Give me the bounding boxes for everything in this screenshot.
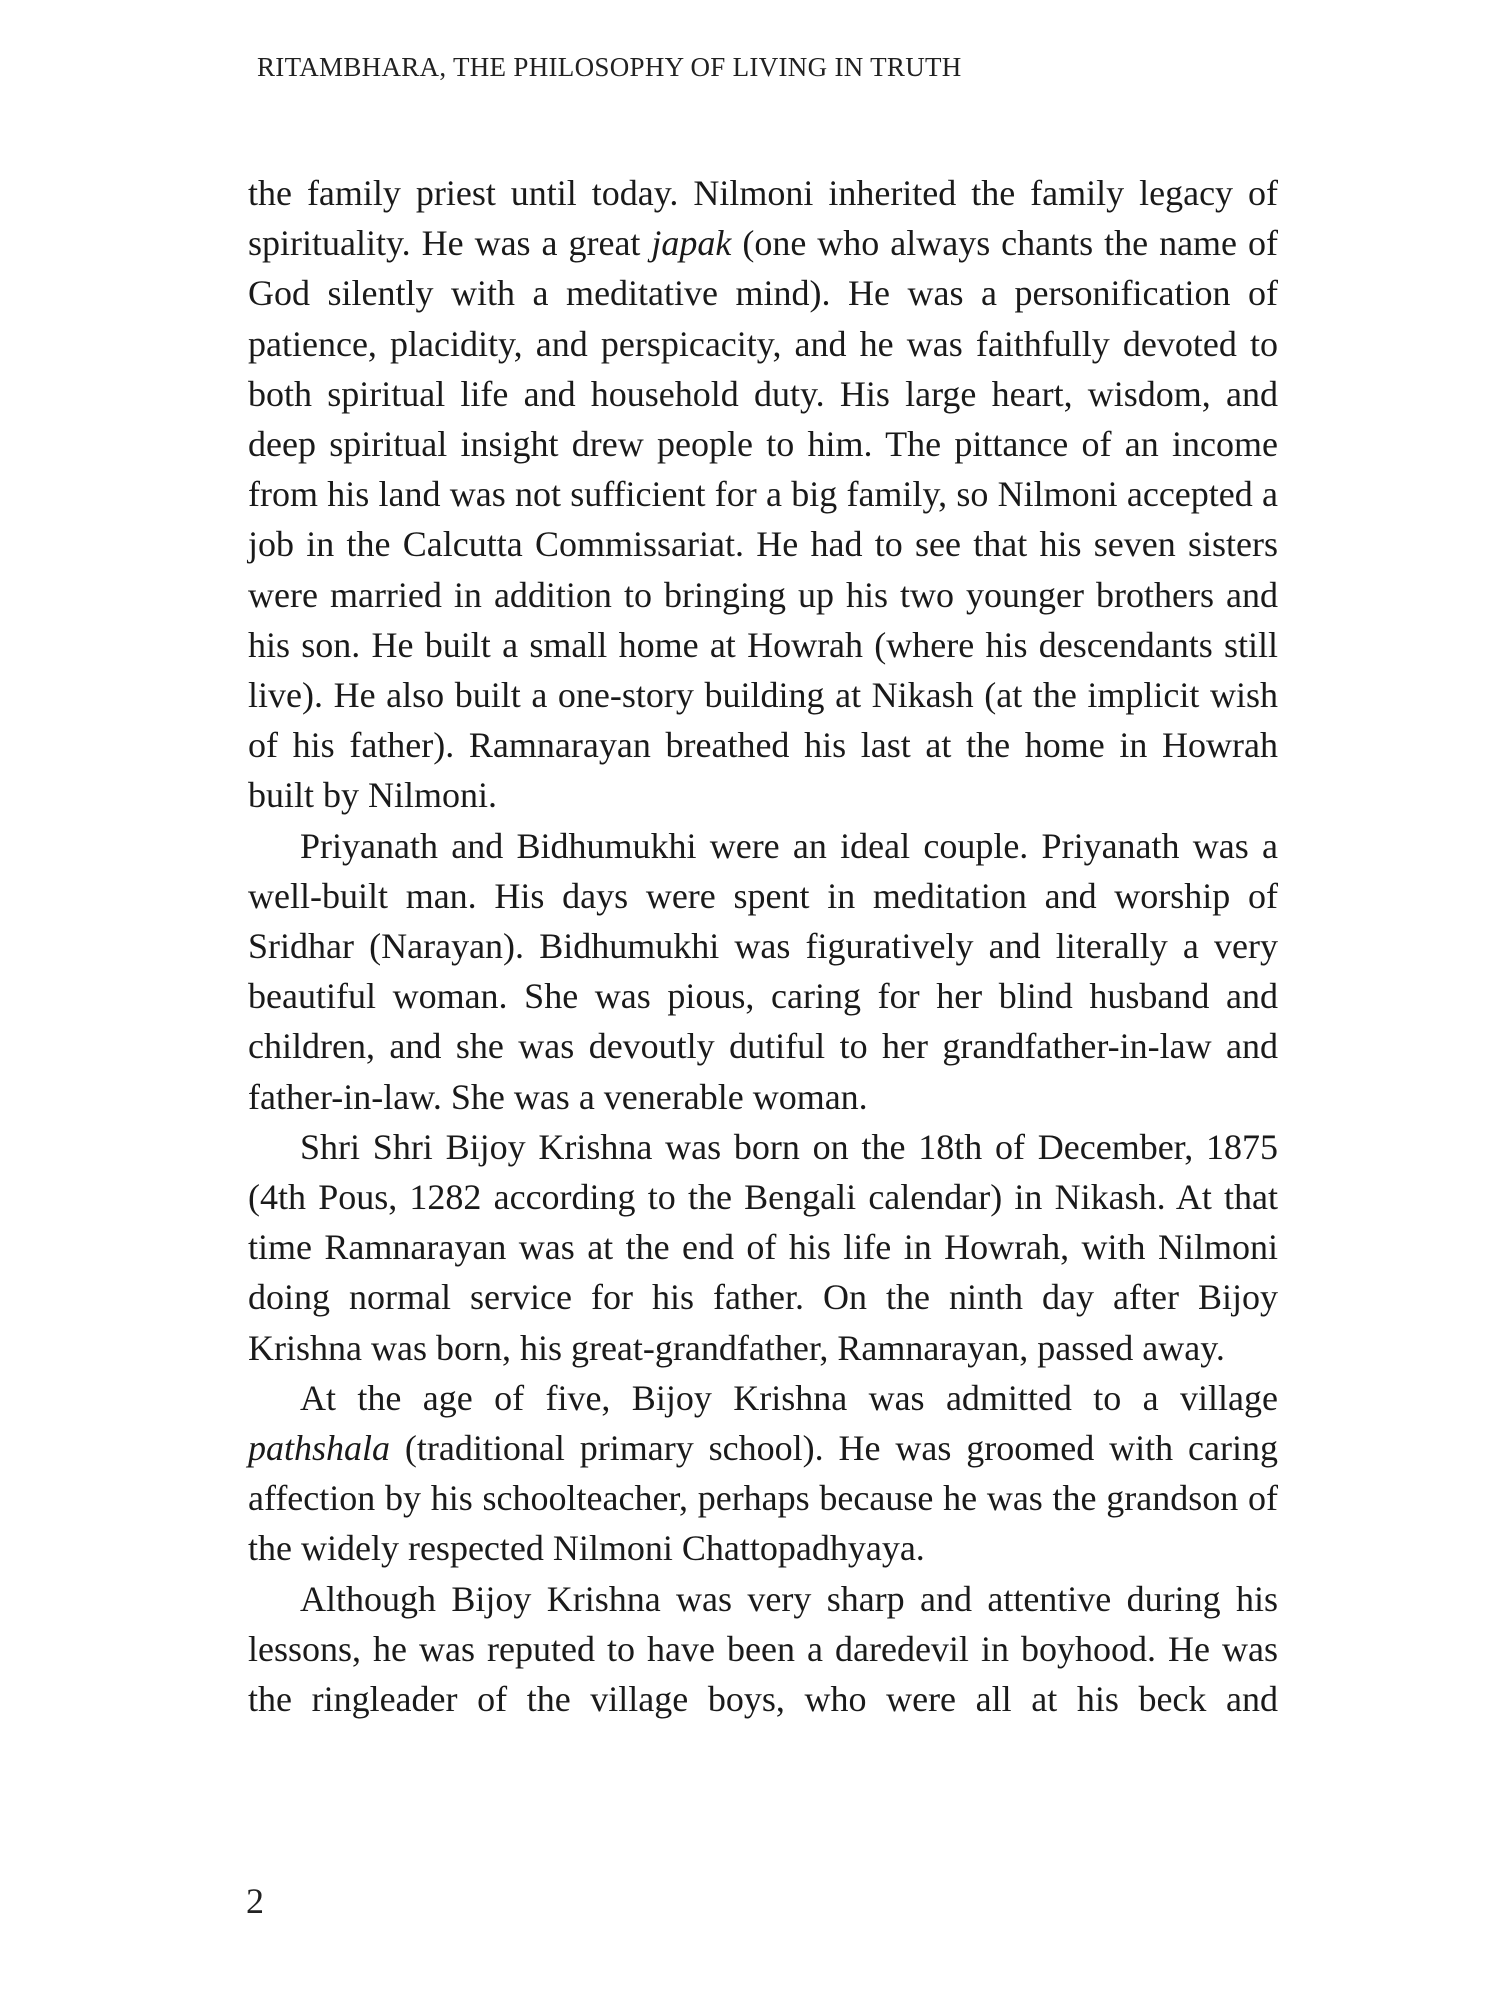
- paragraph-4: [248, 1373, 1278, 1574]
- paragraph-4-italic-term: pathshala: [248, 1428, 391, 1469]
- paragraph-1-text-b: (one who always chants the name of God silently with a meditative mind). He was a personification of patience, placidity, and perspicacity, and he was faithfully devoted to both spiritual life and household duty. His large heart, wisdom, and deep spiritual insight drew people to him. The pittance of an income from his land was not sufficient for a big family, so Nilmoni accepted a job in the Calcutta Commissariat. He had to see that his seven sisters were married in addition to bringing up his two younger brothers and his son. He built a small home at Howrah (where his descendants still live). He also built a one-story building at Nikash (at the implicit wish of his father). Ramnarayan breathed his last at the home in Howrah built by Nilmoni.: [248, 223, 1278, 816]
- paragraph-1-italic-term: japak: [651, 223, 732, 264]
- paragraph-1: [248, 168, 1278, 821]
- paragraph-4-text-a: At the age of five, Bijoy Krishna was admitted to a village: [300, 1377, 1278, 1418]
- running-head-title: RITAMBHARA, THE PHILOSOPHY OF LIVING IN TRUTH: [257, 52, 962, 82]
- paragraph-5: Although Bijoy Krishna was very sharp and attentive during his lessons, he was reputed to have been a daredevil in boyhood. He was the ringleader of the village boys, who were all at his beck and: [248, 1578, 1278, 1720]
- paragraph-3: Shri Shri Bijoy Krishna was born on the 18th of December, 1875 (4th Pous, 1282 according to the Bengali calendar) in Nikash. At that time Ramnarayan was at the end of his life in Howrah, with Nilmoni doing normal service for his father. On the ninth day after Bijoy Krishna was born, his great-grandfather, Ramnarayan, passed away.: [248, 1126, 1278, 1368]
- paragraph-1-text-a: the family priest until today. Nilmoni inherited the family legacy of spirituality. He was a great: [248, 173, 1278, 264]
- page-number: 2: [246, 1881, 264, 1921]
- body-text: [248, 168, 1278, 1724]
- paragraph-4-text-b: (traditional primary school). He was groomed with caring affection by his schoolteacher, perhaps because he was the grandson of the widely respected Nilmoni Chattopadhyaya.: [248, 1428, 1278, 1569]
- paragraph-2: Priyanath and Bidhumukhi were an ideal couple. Priyanath was a well-built man. His days were spent in meditation and worship of Sridhar (Narayan). Bidhumukhi was figuratively and literally a very beautiful woman. She was pious, caring for her blind husband and children, and she was devoutly dutiful to her grandfather-in-law and father-in-law. She was a venerable woman.: [248, 825, 1278, 1117]
